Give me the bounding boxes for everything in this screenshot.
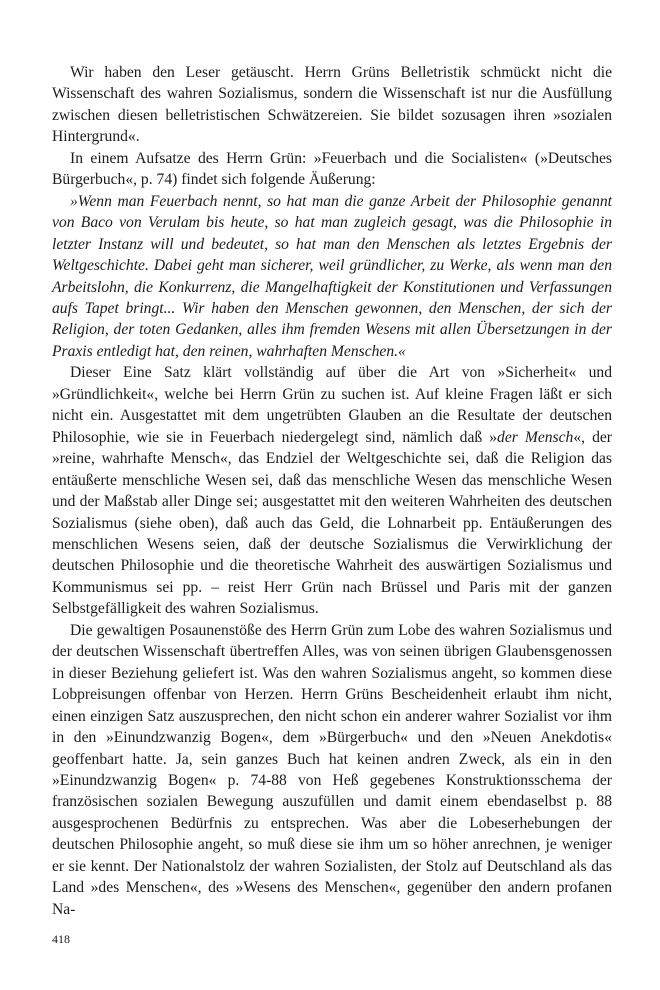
block-quote: »Wenn man Feuerbach nennt, so hat man die ganze Arbeit der Philosophie genannt von Baco von Verulam bis heute, so hat man zugleich gesagt, was die Philosophie in letzter Instanz will und bedeutet, so hat man den Menschen als letztes Ergebnis der Weltgeschichte. Dabei geht man sicherer, weil gründlicher, zu Werke, als wenn man den Arbeitslohn, die Konkurrenz, die Mangelhaftigkeit der Konstitutionen und Verfassungen aufs Tapet bringt... Wir haben den Menschen gewonnen, den Menschen, der sich der Religion, der toten Gedanken, alles ihm fremden Wesens mit allen Übersetzungen in der Praxis entledigt hat, den reinen, wahrhaften Menschen.« — [52, 192, 612, 360]
paragraph: Wir haben den Leser getäuscht. Herrn Grüns Belletristik schmückt nicht die Wissenschaft des wahren Sozialismus, sondern die Wissenschaft ist nur die Ausfüllung zwischen diesen belletristischen Schwätzereien. Sie bildet sozusagen ihren »sozialen Hintergrund«. — [52, 64, 612, 146]
emphasis-text: der Mensch — [497, 428, 574, 446]
page-number: 418 — [52, 932, 70, 946]
paragraph — [52, 362, 612, 619]
paragraph-text: «, der »reine, wahrhafte Mensch«, das Endziel der Weltgeschichte sei, daß die Religion das entäußerte menschliche Wesen sei, daß das menschliche Wesen das menschliche Wesen und der Maßstab aller Dinge sei; ausgestattet mit den weiteren Wahrheiten des deutschen Sozialismus (siehe oben), daß auch das Geld, die Lohnarbeit pp. Entäußerungen des menschlichen Wesens seien, daß der deutsche Sozialismus die Verwirklichung der deutschen Philosophie und die theoretische Wahrheit des auswärtigen Sozialismus und Kommunismus sei pp. – reist Herr Grün nach Brüssel und Paris mit der ganzen Selbstgefälligkeit des wahren Sozialismus. — [52, 428, 612, 618]
paragraph: Die gewaltigen Posaunenstöße des Herrn Grün zum Lobe des wahren Sozialismus und der deutschen Wissenschaft übertreffen Alles, was von seinen übrigen Glaubensgenossen in dieser Beziehung geliefert ist. Was den wahren Sozialismus angeht, so kommen diese Lobpreisungen offenbar von Herzen. Herrn Grüns Bescheidenheit erlaubt ihm nicht, einen einzigen Satz auszusprechen, den nicht schon ein anderer wahrer Sozialist vor ihm in den »Einundzwanzig Bogen«, dem »Bürgerbuch« und den »Neuen Anekdotis« geoffenbart hatte. Ja, sein ganzes Buch hat keinen andren Zweck, als ein in den »Einundzwanzig Bogen« p. 74-88 von Heß gegebenes Konstruktionsschema der französischen sozialen Bewegung auszufüllen und damit einem ebendaselbst p. 88 ausgesprochenen Bedürfnis zu entsprechen. Was aber die Lobeserhebungen der deutschen Philosophie angeht, so muß diese sie ihm um so höher anrechnen, je weniger er sie kennt. Der Nationalstolz der wahren Sozialisten, der Stolz auf Deutschland als das Land »des Menschen«, des »Wesens des Menschen«, gegenüber den andern profanen Na- — [52, 621, 612, 918]
paragraph: In einem Aufsatze des Herrn Grün: »Feuerbach und die Socialisten« (»Deutsches Bürgerbuch«, p. 74) findet sich folgende Äußerung: — [52, 149, 612, 189]
page-body — [52, 62, 612, 920]
paragraph-text: Dieser Eine Satz klärt vollständig auf über die Art von »Sicherheit« und »Gründlichkeit«, welche bei Herrn Grün zu suchen ist. Auf kleine Fragen läßt er sich nicht ein. Ausgestattet mit dem ungetrübten Glauben an die Resultate der deutschen Philosophie, wie sie in Feuerbach niedergelegt sind, nämlich daß » — [52, 364, 612, 446]
